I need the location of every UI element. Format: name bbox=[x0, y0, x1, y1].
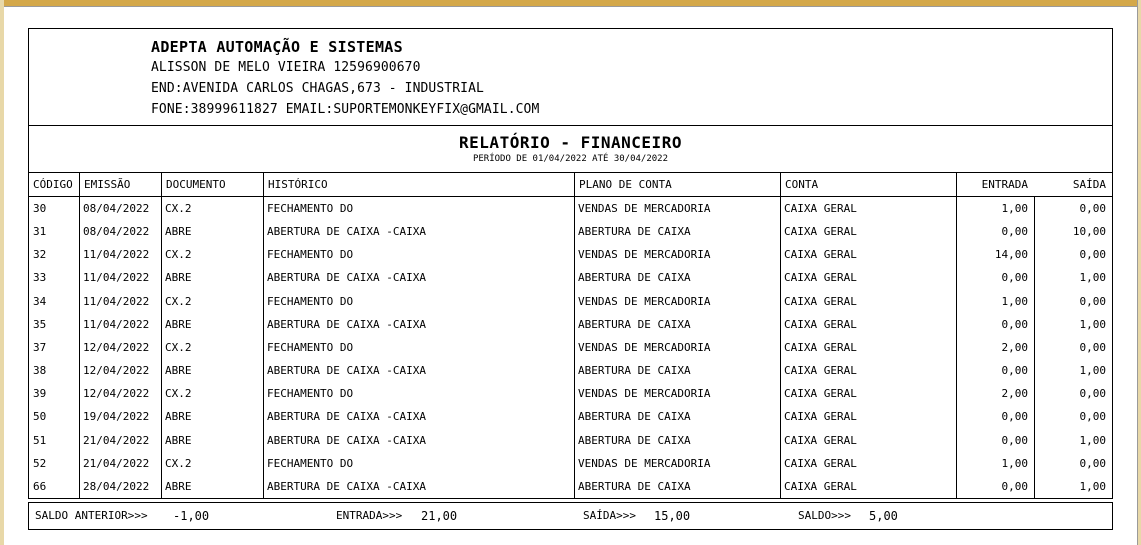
cell-historico: FECHAMENTO DO bbox=[267, 340, 354, 354]
report-period: PERÍODO DE 01/04/2022 ATÉ 30/04/2022 bbox=[472, 154, 669, 164]
table-row bbox=[29, 405, 1112, 428]
cell-historico: ABERTURA DE CAIXA -CAIXA bbox=[267, 364, 426, 378]
cell-entrada: 0,00 bbox=[1001, 410, 1028, 424]
table-row bbox=[29, 452, 1112, 475]
header-plano: PLANO DE CONTA bbox=[574, 173, 780, 196]
saldo-value: 5,00 bbox=[869, 509, 898, 523]
report-title: RELATÓRIO - FINANCEIRO bbox=[459, 133, 682, 152]
table-row bbox=[29, 336, 1112, 359]
header-historico: HISTÓRICO bbox=[263, 173, 574, 196]
cell-saida: 0,00 bbox=[1079, 294, 1106, 308]
cell-plano: ABERTURA DE CAIXA bbox=[578, 364, 691, 378]
cell-plano: ABERTURA DE CAIXA bbox=[578, 271, 691, 285]
cell-emissao: 12/04/2022 bbox=[83, 387, 150, 401]
cell-entrada: 1,00 bbox=[1001, 456, 1028, 470]
cell-plano: VENDAS DE MERCADORIA bbox=[578, 294, 711, 308]
cell-saida: 0,00 bbox=[1079, 410, 1106, 424]
cell-emissao: 11/04/2022 bbox=[83, 271, 150, 285]
company-header bbox=[29, 29, 1112, 126]
cell-entrada: 0,00 bbox=[1001, 364, 1028, 378]
cell-historico: ABERTURA DE CAIXA -CAIXA bbox=[267, 479, 426, 493]
cell-emissao: 11/04/2022 bbox=[83, 317, 150, 331]
cell-documento: CX.2 bbox=[165, 340, 192, 354]
cell-emissao: 11/04/2022 bbox=[83, 294, 150, 308]
entrada-total-value: 21,00 bbox=[421, 509, 458, 523]
cell-emissao: 12/04/2022 bbox=[83, 364, 150, 378]
cell-emissao: 19/04/2022 bbox=[83, 410, 150, 424]
cell-plano: ABERTURA DE CAIXA bbox=[578, 433, 691, 447]
table-row bbox=[29, 243, 1112, 266]
cell-saida: 0,00 bbox=[1079, 202, 1106, 215]
company-address: END:AVENIDA CARLOS CHAGAS,673 - INDUSTRIAL bbox=[151, 81, 484, 96]
cell-plano: ABERTURA DE CAIXA bbox=[578, 479, 691, 493]
cell-documento: ABRE bbox=[165, 317, 192, 331]
cell-conta: CAIXA GERAL bbox=[784, 271, 857, 285]
cell-historico: FECHAMENTO DO bbox=[267, 456, 354, 470]
cell-saida: 1,00 bbox=[1079, 364, 1106, 378]
cell-entrada: 1,00 bbox=[1001, 202, 1028, 215]
cell-emissao: 12/04/2022 bbox=[83, 340, 150, 354]
header-documento: DOCUMENTO bbox=[161, 173, 263, 196]
cell-historico: ABERTURA DE CAIXA -CAIXA bbox=[267, 271, 426, 285]
table-row bbox=[29, 197, 1112, 220]
cell-conta: CAIXA GERAL bbox=[784, 479, 857, 493]
saida-total-label: SAÍDA>>> bbox=[583, 509, 636, 522]
cell-conta: CAIXA GERAL bbox=[784, 340, 857, 354]
cell-historico: FECHAMENTO DO bbox=[267, 387, 354, 401]
cell-saida: 0,00 bbox=[1079, 387, 1106, 401]
cell-saida: 1,00 bbox=[1079, 317, 1106, 331]
cell-conta: CAIXA GERAL bbox=[784, 364, 857, 378]
saida-total-value: 15,00 bbox=[654, 509, 691, 523]
cell-documento: CX.2 bbox=[165, 456, 192, 470]
cell-plano: VENDAS DE MERCADORIA bbox=[578, 248, 711, 262]
cell-emissao: 08/04/2022 bbox=[83, 202, 150, 215]
cell-documento: CX.2 bbox=[165, 248, 192, 262]
cell-saida: 0,00 bbox=[1079, 248, 1106, 262]
cell-documento: ABRE bbox=[165, 225, 192, 239]
cell-codigo: 52 bbox=[33, 456, 47, 470]
header-entrada: ENTRADA bbox=[956, 173, 1034, 196]
cell-entrada: 0,00 bbox=[1001, 317, 1028, 331]
cell-saida: 1,00 bbox=[1079, 479, 1106, 493]
cell-plano: VENDAS DE MERCADORIA bbox=[578, 202, 711, 215]
cell-historico: ABERTURA DE CAIXA -CAIXA bbox=[267, 433, 426, 447]
cell-plano: VENDAS DE MERCADORIA bbox=[578, 387, 711, 401]
company-owner: ALISSON DE MELO VIEIRA 12596900670 bbox=[151, 60, 421, 75]
table-row bbox=[29, 359, 1112, 382]
cell-codigo: 31 bbox=[33, 225, 47, 239]
cell-saida: 1,00 bbox=[1079, 271, 1106, 285]
cell-entrada: 1,00 bbox=[1001, 294, 1028, 308]
cell-entrada: 0,00 bbox=[1001, 271, 1028, 285]
cell-saida: 0,00 bbox=[1079, 340, 1106, 354]
cell-historico: ABERTURA DE CAIXA -CAIXA bbox=[267, 410, 426, 424]
cell-plano: ABERTURA DE CAIXA bbox=[578, 410, 691, 424]
cell-entrada: 0,00 bbox=[1001, 479, 1028, 493]
cell-conta: CAIXA GERAL bbox=[784, 248, 857, 262]
window-frame-right bbox=[1137, 0, 1141, 545]
cell-historico: FECHAMENTO DO bbox=[267, 248, 354, 262]
cell-documento: CX.2 bbox=[165, 387, 192, 401]
cell-historico: ABERTURA DE CAIXA -CAIXA bbox=[267, 317, 426, 331]
cell-conta: CAIXA GERAL bbox=[784, 433, 857, 447]
cell-documento: ABRE bbox=[165, 410, 192, 424]
cell-codigo: 37 bbox=[33, 340, 47, 354]
saldo-label: SALDO>>> bbox=[798, 509, 851, 522]
cell-conta: CAIXA GERAL bbox=[784, 456, 857, 470]
cell-codigo: 33 bbox=[33, 271, 47, 285]
cell-conta: CAIXA GERAL bbox=[784, 202, 857, 215]
totals-bar bbox=[28, 502, 1113, 530]
cell-entrada: 0,00 bbox=[1001, 433, 1028, 447]
cell-documento: ABRE bbox=[165, 271, 192, 285]
window-frame-left bbox=[0, 0, 4, 545]
cell-conta: CAIXA GERAL bbox=[784, 387, 857, 401]
cell-historico: FECHAMENTO DO bbox=[267, 294, 354, 308]
table-body bbox=[29, 197, 1112, 498]
cell-saida: 1,00 bbox=[1079, 433, 1106, 447]
cell-documento: ABRE bbox=[165, 364, 192, 378]
cell-plano: ABERTURA DE CAIXA bbox=[578, 317, 691, 331]
company-name: ADEPTA AUTOMAÇÃO E SISTEMAS bbox=[151, 38, 403, 56]
table-row bbox=[29, 266, 1112, 289]
saldo-anterior-value: -1,00 bbox=[173, 509, 210, 523]
entrada-total-label: ENTRADA>>> bbox=[336, 509, 403, 522]
cell-emissao: 28/04/2022 bbox=[83, 479, 150, 493]
table-row bbox=[29, 313, 1112, 336]
cell-documento: ABRE bbox=[165, 433, 192, 447]
cell-codigo: 32 bbox=[33, 248, 47, 262]
cell-documento: ABRE bbox=[165, 479, 192, 493]
cell-entrada: 2,00 bbox=[1001, 387, 1028, 401]
cell-saida: 10,00 bbox=[1072, 225, 1106, 239]
cell-plano: VENDAS DE MERCADORIA bbox=[578, 456, 711, 470]
table-row bbox=[29, 475, 1112, 498]
table-row bbox=[29, 382, 1112, 405]
cell-conta: CAIXA GERAL bbox=[784, 410, 857, 424]
cell-entrada: 14,00 bbox=[994, 248, 1028, 262]
cell-conta: CAIXA GERAL bbox=[784, 317, 857, 331]
cell-plano: VENDAS DE MERCADORIA bbox=[578, 340, 711, 354]
cell-emissao: 21/04/2022 bbox=[83, 456, 150, 470]
cell-entrada: 0,00 bbox=[1001, 225, 1028, 239]
cell-documento: CX.2 bbox=[165, 202, 192, 215]
cell-saida: 0,00 bbox=[1079, 456, 1106, 470]
table-row bbox=[29, 220, 1112, 243]
saldo-anterior-label: SALDO ANTERIOR>>> bbox=[35, 509, 148, 522]
cell-historico: ABERTURA DE CAIXA -CAIXA bbox=[267, 225, 426, 239]
cell-emissao: 21/04/2022 bbox=[83, 433, 150, 447]
table-row bbox=[29, 290, 1112, 313]
header-codigo: CÓDIGO bbox=[33, 178, 73, 191]
cell-conta: CAIXA GERAL bbox=[784, 225, 857, 239]
cell-codigo: 39 bbox=[33, 387, 47, 401]
cell-codigo: 34 bbox=[33, 294, 47, 308]
header-conta: CONTA bbox=[780, 173, 956, 196]
cell-entrada: 2,00 bbox=[1001, 340, 1028, 354]
cell-codigo: 66 bbox=[33, 479, 47, 493]
cell-emissao: 08/04/2022 bbox=[83, 225, 150, 239]
cell-codigo: 50 bbox=[33, 410, 47, 424]
cell-codigo: 51 bbox=[33, 433, 47, 447]
window-frame-top bbox=[0, 0, 1141, 7]
header-saida: SAÍDA bbox=[1072, 178, 1106, 191]
cell-emissao: 11/04/2022 bbox=[83, 248, 150, 262]
cell-conta: CAIXA GERAL bbox=[784, 294, 857, 308]
table-header bbox=[29, 172, 1112, 197]
cell-documento: CX.2 bbox=[165, 294, 192, 308]
cell-plano: ABERTURA DE CAIXA bbox=[578, 225, 691, 239]
cell-historico: FECHAMENTO DO bbox=[267, 202, 354, 215]
cell-codigo: 38 bbox=[33, 364, 47, 378]
company-contact: FONE:38999611827 EMAIL:SUPORTEMONKEYFIX@GMAIL.COM bbox=[151, 102, 540, 117]
report-page bbox=[28, 28, 1113, 499]
cell-codigo: 35 bbox=[33, 317, 47, 331]
header-emissao: EMISSÃO bbox=[79, 173, 161, 196]
cell-codigo: 30 bbox=[33, 202, 47, 215]
table-row bbox=[29, 429, 1112, 452]
